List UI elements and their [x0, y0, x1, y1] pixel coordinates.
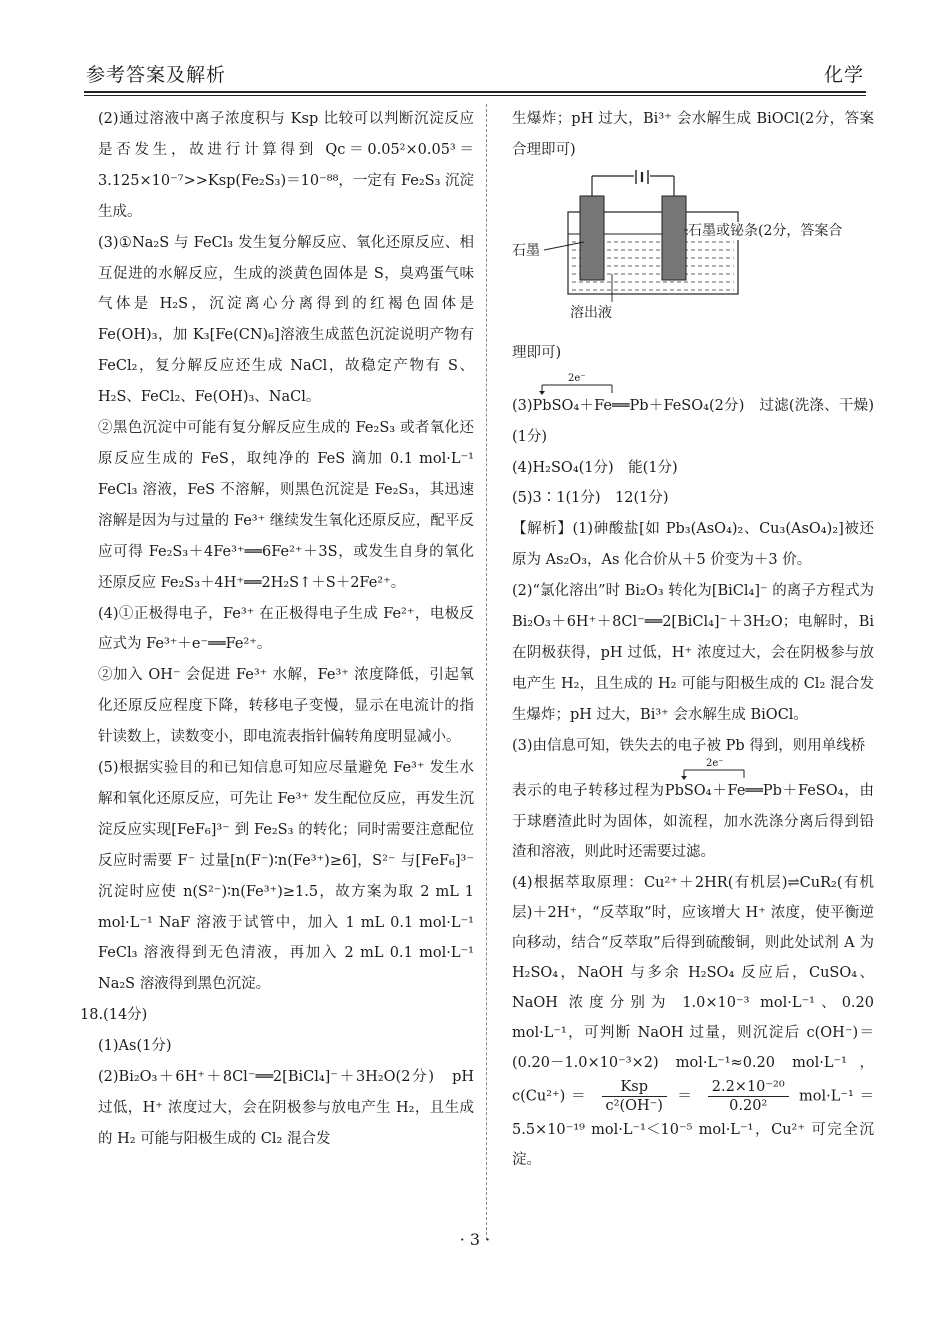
paragraph: 生爆炸；pH 过大，Bi³⁺ 会水解生成 BiOCl(2分，答案合理即可) [512, 111, 874, 158]
fraction-denominator: 0.20² [729, 1098, 768, 1115]
paragraph: (5)根据实验目的和已知信息可知应尽量避免 Fe³⁺ 发生水解和氧化还原反应，可先让 Fe³⁺ 发生配位反应，再发生沉淀反应实现[FeF₆]³⁻ 到 Fe₂S₃ 的转化；同时需要注意配位反应时需要 F⁻ 过量[n(F⁻)∶n(Fe³⁺)≥6]，S²⁻ 与[FeF₆]³⁻ 沉淀时应使 n(S²⁻)∶n(Fe³⁺)≥1.5，故方案为取 2 mL 1 mol·L⁻¹ NaF 溶液于试管中，加入 1 mL 0.1 mol·L⁻¹ FeCl₃ 溶液得到无色清液，再加入 2 mL 0.1 mol·L⁻¹ Na₂S 溶液得到黑色沉淀。 [98, 760, 474, 993]
electrolysis-diagram [512, 170, 874, 336]
fraction-denominator: c²(OH⁻) [605, 1098, 663, 1115]
header-title: 参考答案及解析 [86, 64, 227, 86]
page-number: · 3 · [459, 1230, 491, 1249]
paragraph: (1)As(1分) [98, 1038, 172, 1055]
electron-transfer-arrow [512, 372, 874, 395]
paragraph-text: (4)根据萃取原理：Cu²⁺＋2HR(有机层)⇌CuR₂(有机层)＋2H⁺，“反萃取”时，应该增大 H⁺ 浓度，使平衡逆向移动，结合“反萃取”后得到硫酸铜，则此处试剂 A 为 H₂SO₄，NaOH 与多余 H₂SO₄ 反应后，CuSO₄、NaOH 浓度分别为 1.0×10⁻³ mol·L⁻¹、0.20 mol·L⁻¹，可判断 NaOH 过量，则沉淀后 c(OH⁻)＝(0.20－1.0×10⁻³×2) mol·L⁻¹≈0.20 mol·L⁻¹，c(Cu²⁺)＝ [512, 875, 874, 1105]
paragraph: (4)①正极得电子，Fe³⁺ 在正极得电子生成 Fe²⁺，电极反应式为 Fe³⁺＋e⁻══Fe²⁺。 [98, 605, 474, 653]
column-divider [486, 104, 487, 1240]
fraction-value [708, 1078, 789, 1115]
electrolysis-cell-svg [512, 170, 874, 336]
electron-label: 2e⁻ [706, 757, 724, 769]
equals-sign: ＝ [677, 1088, 698, 1105]
page-header [84, 58, 866, 94]
paragraph: 表示的电子转移过程为PbSO₄＋Fe══Pb＋FeSO₄，由于球磨渣此时为固体，如流程，加水洗涤分离后得到铅渣和溶液，则此时还需要过滤。 [512, 782, 874, 861]
paragraph-text: mol·L⁻¹＝5.5×10⁻¹⁹ mol·L⁻¹＜10⁻⁵ mol·L⁻¹，Cu²⁺ 可完全沉淀。 [512, 1088, 874, 1169]
diagram-label-graphite: 石墨 [512, 242, 540, 259]
paragraph: (3)①Na₂S 与 FeCl₃ 发生复分解反应、氧化还原反应、相互促进的水解反应，生成的淡黄色固体是 S，臭鸡蛋气味气体是 H₂S，沉淀离心分离得到的红褐色固体是 Fe(OH)₃，加 K₃[Fe(CN)₆]溶液生成蓝色沉淀说明产物有 FeCl₂，复分解反应还生成 NaCl，故稳定产物有 S、H₂S、FeCl₂、Fe(OH)₃、NaCl。 [98, 234, 474, 406]
paragraph: (5)3∶1(1分) 12(1分) [512, 490, 669, 507]
paragraph: ②黑色沉淀中可能有复分解反应生成的 Fe₂S₃ 或者氧化还原反应生成的 FeS，取纯净的 FeS 滴加 0.1 mol·L⁻¹ FeCl₃ 溶液，FeS 不溶解，则黑色沉淀是 Fe₂S₃，其迅速溶解是因为与过量的 Fe³⁺ 继续发生氧化还原反应，配平反应可得 Fe₂S₃＋4Fe³⁺══6Fe²⁺＋3S，或发生自身的氧化还原反应 Fe₂S₃＋4H⁺══2H₂S↑＋S＋2Fe²⁺。 [98, 420, 474, 591]
header-subject: 化学 [823, 64, 864, 86]
paragraph: (2)“氯化溶出”时 Bi₂O₃ 转化为[BiCl₄]⁻ 的离子方程式为 Bi₂O₃＋6H⁺＋8Cl⁻══2[BiCl₄]⁻＋3H₂O；电解时，Bi 在阴极获得，pH 过低，H⁺ 浓度过大，会在阴极参与放电产生 H₂，且生成的 H₂ 可能与阳极生成的 Cl₂ 混合发生爆炸；pH 过大，Bi³⁺ 会水解生成 BiOCl。 [512, 583, 874, 723]
paragraph: (3)PbSO₄＋Fe══Pb＋FeSO₄(2分) 过滤(洗涤、干燥)(1分) [512, 397, 874, 445]
fraction-numerator: Ksp [602, 1078, 667, 1097]
electron-label: 2e⁻ [568, 372, 586, 384]
question-number: 18.(14分) [80, 1007, 148, 1024]
paragraph: (3)由信息可知，铁失去的电子被 Pb 得到，则用单线桥 [512, 737, 866, 754]
header-rule-thick [84, 91, 866, 93]
left-column [80, 104, 475, 1155]
single-bridge-svg [512, 762, 812, 780]
paragraph: 理即可) [512, 344, 562, 361]
paragraph: (2)通过溶液中离子浓度积与 Ksp 比较可以判断沉淀反应是否发生，故进行计算得到 Qc＝0.05²×0.05³＝3.125×10⁻⁷>>Ksp(Fe₂S₃)＝10⁻⁸⁸，一定有 Fe₂S₃ 沉淀生成。 [98, 111, 475, 220]
paragraph: (4)H₂SO₄(1分) 能(1分) [512, 459, 678, 476]
paragraph: ②加入 OH⁻ 会促进 Fe³⁺ 水解，Fe³⁺ 浓度降低，引起氧化还原反应程度下降，转移电子变慢，显示在电流计的指针读数上，读数变小，即电流表指针偏转角度明显减小。 [98, 667, 474, 746]
paragraph: (2)Bi₂O₃＋6H⁺＋8Cl⁻══2[BiCl₄]⁻＋3H₂O(2分) pH 过低，H⁺ 浓度过大，会在阴极参与放电产生 H₂，且生成的 H₂ 可能与阳极生成的 Cl₂ 混合发 [98, 1069, 474, 1147]
paragraph: 【解析】(1)砷酸盐[如 Pb₃(AsO₄)₂、Cu₃(AsO₄)₂]被还原为 As₂O₃，As 化合价从＋5 价变为＋3 价。 [512, 521, 874, 569]
electron-transfer-arrow [512, 757, 874, 780]
right-column [512, 104, 874, 1175]
fraction-ksp [602, 1078, 667, 1115]
diagram-label-cathode: 石墨或铋条(2分，答案合 [688, 222, 843, 239]
diagram-label-solution: 溶出液 [570, 304, 612, 321]
fraction-numerator: 2.2×10⁻²⁰ [708, 1078, 789, 1097]
paragraph [512, 868, 874, 1175]
header-rule-thin [84, 95, 866, 96]
